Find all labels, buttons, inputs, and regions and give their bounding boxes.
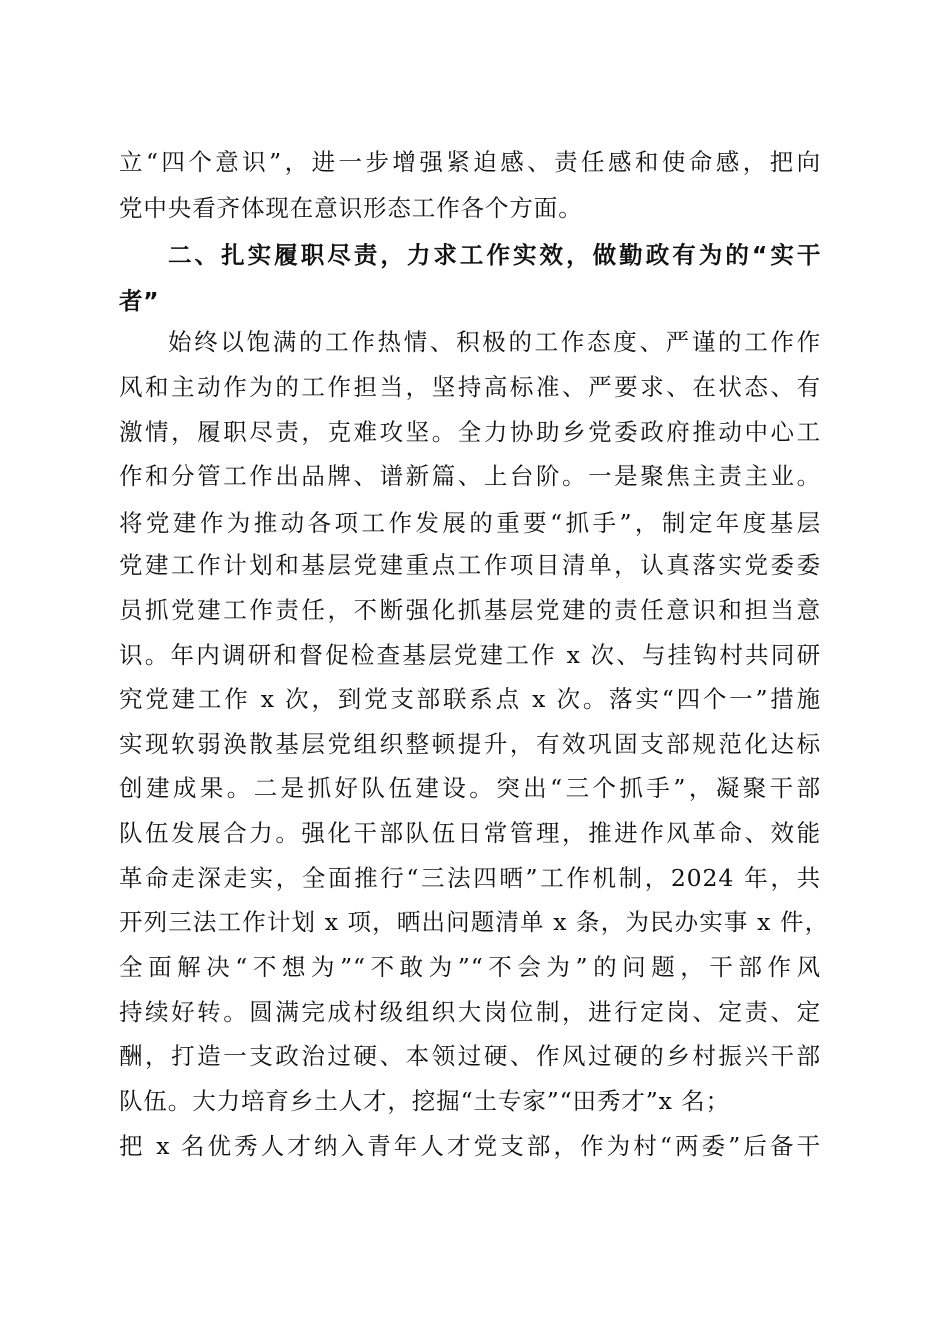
text-line: 党中央看齐体现在意识形态工作各个方面。 (119, 194, 583, 222)
text-line: 实现软弱涣散基层党组织整顿提升，有效巩固支部规范化达标 (119, 730, 821, 758)
section-heading: 二、扎实履职尽责，力求工作实效，做勤政有为的“实干 (168, 241, 821, 269)
text-line: 队伍发展合力。强化干部队伍日常管理，推进作风革命、效能 (119, 819, 821, 847)
text-line: 将党建作为推动各项工作发展的重要“抓手”，制定年度基层 (119, 509, 821, 537)
section-heading: 者” (119, 287, 160, 315)
text-line: 持续好转。圆满完成村级组织大岗位制，进行定岗、定责、定 (119, 998, 821, 1026)
text-line: 革命走深走实，全面推行“三法四晒”工作机制，2024 年，共 (119, 864, 821, 892)
text-line: 创建成果。二是抓好队伍建设。突出“三个抓手”，凝聚干部 (119, 774, 821, 802)
text-line: 开列三法工作计划 x 项，晒出问题清单 x 条，为民办实事 x 件， (119, 908, 829, 936)
text-line: 酬，打造一支政治过硬、本领过硬、作风过硬的乡村振兴干部 (119, 1042, 821, 1070)
text-line: 全面解决“不想为”“不敢为”“不会为”的问题，干部作风 (119, 953, 821, 981)
text-line: 激情，履职尽责，克难攻坚。全力协助乡党委政府推动中心工 (119, 418, 821, 446)
text-line: 员抓党建工作责任，不断强化抓基层党建的责任意识和担当意 (119, 596, 821, 624)
text-line: 作和分管工作出品牌、谱新篇、上台阶。一是聚焦主责主业。 (119, 462, 821, 490)
text-line: 党建工作计划和基层党建重点工作项目清单，认真落实党委委 (119, 551, 821, 579)
text-line: 风和主动作为的工作担当，坚持高标准、严要求、在状态、有 (119, 373, 821, 401)
text-line: 立“四个意识”，进一步增强紧迫感、责任感和使命感，把向 (119, 148, 821, 176)
text-line: 究党建工作 x 次，到党支部联系点 x 次。落实“四个一”措施 (119, 685, 821, 713)
text-line: 始终以饱满的工作热情、积极的工作态度、严谨的工作作 (168, 328, 821, 356)
text-line: 把 x 名优秀人才纳入青年人才党支部，作为村“两委”后备干 (119, 1132, 821, 1160)
text-line: 队伍。大力培育乡土人才，挖掘“土专家”“田秀才”x 名； (119, 1087, 730, 1115)
text-line: 识。年内调研和督促检查基层党建工作 x 次、与挂钩村共同研 (119, 641, 821, 669)
